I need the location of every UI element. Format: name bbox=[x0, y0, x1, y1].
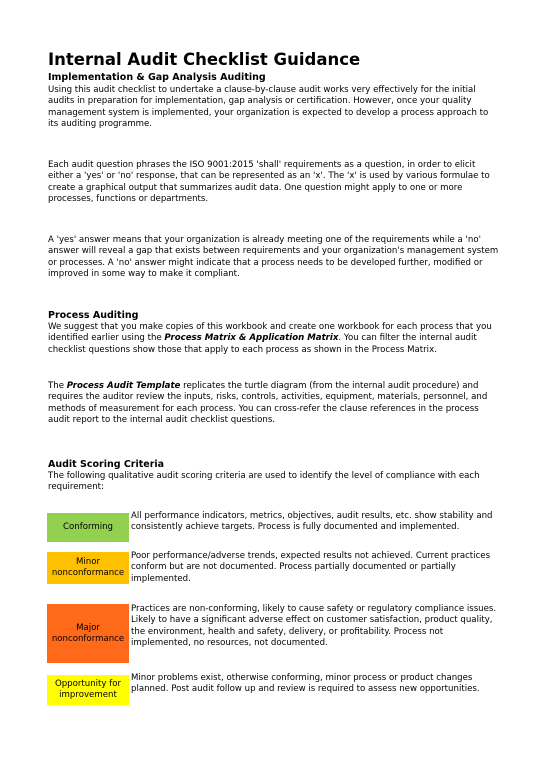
criteria-description-major: Practices are non-conforming, likely to cause safety or regulatory compliance issues. Likely to have a significant adverse effect on customer satisfaction, product quality, the environment, health and safety, delivery, or profitability. Process not implemented, no resources, not documented. bbox=[131, 604, 497, 649]
criteria-badge-improvement: Opportunity for improvement bbox=[47, 675, 129, 705]
paragraph-implementation-1: Using this audit checklist to undertake a clause-by-clause audit works very effectively for the initial audits in preparation for implementation, gap analysis or certification. However, once your quality management system is implemented, your organization is expected to develop a process approach to its auditing programme. bbox=[48, 85, 489, 130]
paragraph-scoring-intro: The following qualitative audit scoring criteria are used to identify the level of compliance with each requirement: bbox=[48, 471, 480, 493]
criteria-badge-major: Major nonconformance bbox=[47, 604, 129, 663]
section-heading-implementation: Implementation & Gap Analysis Auditing bbox=[48, 72, 266, 83]
process-text-1a: We suggest that you make copies of this workbook and create one workbook for each process that you identified earlier using the bbox=[48, 322, 492, 344]
section-heading-scoring: Audit Scoring Criteria bbox=[48, 459, 165, 470]
criteria-description-minor: Poor performance/adverse trends, expected results not achieved. Current practices conform but are not documented. Process partially documented or partially implemented. bbox=[131, 551, 491, 584]
page-title: Internal Audit Checklist Guidance bbox=[48, 50, 361, 69]
paragraph-process-2 bbox=[48, 381, 500, 427]
criteria-badge-conforming: Conforming bbox=[47, 513, 129, 542]
criteria-description-improvement: Minor problems exist, otherwise conforming, minor process or product changes planned. Post audit follow up and review is required to assess new opportunities. bbox=[131, 673, 480, 695]
process-text-1b: . You can filter the internal audit checklist questions show those that apply to each process as shown in the Process Matrix. bbox=[48, 333, 477, 355]
section-heading-process-auditing: Process Auditing bbox=[48, 310, 139, 321]
criteria-description-conforming: All performance indicators, metrics, objectives, audit results, etc. show stability and consistently achieve targets. Process is fully documented and implemented. bbox=[131, 511, 493, 533]
criteria-badge-minor: Minor nonconformance bbox=[47, 552, 129, 584]
paragraph-implementation-3: A 'yes' answer means that your organization is already meeting one of the requirements while a 'no' answer will reveal a gap that exists between requirements and your organization's management system or processes. A 'no' answer might indicate that a process needs to be developed further, modified or improved in some way to make it compliant. bbox=[48, 235, 499, 280]
paragraph-implementation-2: Each audit question phrases the ISO 9001:2015 'shall' requirements as a question, in order to elicit either a 'yes' or 'no' response, that can be represented as an 'x'. The 'x' is used by various formulae to create a graphical output that summarizes audit data. One question might apply to one or more processes, functions or departments. bbox=[48, 160, 490, 205]
process-matrix-reference: Process Matrix & Application Matrix bbox=[164, 333, 339, 344]
process-audit-template-reference: Process Audit Template bbox=[66, 381, 181, 391]
process-text-2a: The bbox=[48, 381, 67, 391]
process-text-2b: replicates the turtle diagram (from the internal audit procedure) and requires the auditor review the inputs, risks, controls, activities, equipment, materials, personnel, and methods of measurement for each process. You can cross-refer the clause references in the process audit report to the internal audit checklist questions. bbox=[48, 381, 488, 426]
paragraph-process-1 bbox=[48, 322, 500, 356]
